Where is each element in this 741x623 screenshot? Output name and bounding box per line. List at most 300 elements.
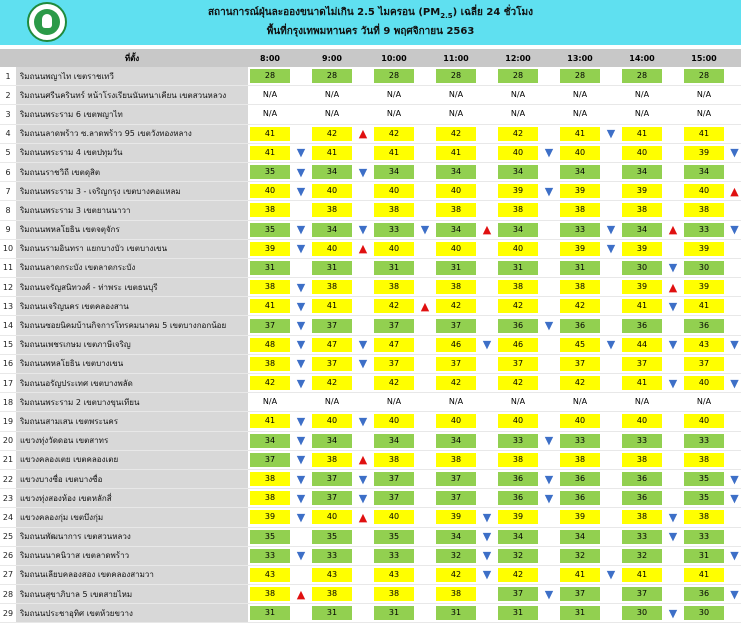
location-label: ริมถนนศรีนครินทร์ หน้าโรงเรียนนันทนาเคียน เขตสวนหลวง — [20, 90, 227, 100]
table-row — [0, 604, 741, 623]
trend-cell — [540, 335, 558, 354]
pm-value: 38 — [250, 203, 290, 217]
pm-value-cell — [372, 86, 416, 105]
pm-value: 37 — [312, 472, 352, 486]
pm-value: 34 — [498, 165, 538, 179]
pm-value-cell — [496, 258, 540, 277]
pm-value-cell — [310, 393, 354, 412]
pm-value-cell — [310, 585, 354, 604]
pm-value-cell — [496, 278, 540, 297]
table-row — [0, 450, 741, 469]
trend-cell — [602, 431, 620, 450]
pm-value-cell — [372, 220, 416, 239]
pm-value-cell — [620, 508, 664, 527]
trend-cell — [354, 182, 372, 201]
pm-value-cell — [310, 86, 354, 105]
trend-cell — [416, 162, 434, 181]
pm-value-cell — [310, 604, 354, 623]
trend-cell — [664, 546, 682, 565]
pm-value: 41 — [560, 568, 600, 582]
trend-cell — [416, 201, 434, 220]
pm-value-cell — [248, 546, 292, 565]
trend-cell — [602, 450, 620, 469]
pm-value-cell — [434, 86, 478, 105]
trend-cell — [664, 239, 682, 258]
pm-value-cell — [558, 412, 602, 431]
trend-cell — [726, 431, 741, 450]
location-label: ริมถนนพระราม 6 เขตพญาไท — [20, 109, 123, 119]
pm-value: 40 — [622, 146, 662, 160]
table-row — [0, 412, 741, 431]
pm-value-cell — [558, 585, 602, 604]
trend-cell — [478, 489, 496, 508]
pm-value-cell — [248, 239, 292, 258]
pm-value: 31 — [250, 261, 290, 275]
pm-value: 32 — [436, 549, 476, 563]
pm-value-cell — [310, 278, 354, 297]
trend-cell — [478, 258, 496, 277]
pm-value: 41 — [250, 414, 290, 428]
pm-value-cell — [372, 489, 416, 508]
trend-cell — [478, 86, 496, 105]
pm-value: 40 — [374, 414, 414, 428]
pm-value: 47 — [374, 338, 414, 352]
down-triangle-icon: ▼ — [292, 450, 310, 469]
down-triangle-icon: ▼ — [292, 508, 310, 527]
down-triangle-icon: ▼ — [540, 489, 558, 508]
pm-value: 39 — [498, 510, 538, 524]
trend-cell — [664, 316, 682, 335]
down-triangle-icon: ▼ — [540, 143, 558, 162]
row-number: 7 — [0, 182, 16, 201]
trend-cell — [354, 527, 372, 546]
location-label: ริมถนนลาดพร้าว ซ.ลาดพร้าว 95 เขตวังทองหลาง — [20, 129, 192, 139]
pm-value: 37 — [312, 357, 352, 371]
trend-cell — [602, 201, 620, 220]
location-label: ริมถนนเลียบคลองสอง เขตคลองสามวา — [20, 570, 154, 580]
header-blank — [0, 49, 16, 67]
location-label: ริมถนนซอยนิคมบ้านกิจการโทรคมนาคม 5 เขตบางกอกน้อย — [20, 321, 227, 331]
pm-value: N/A — [262, 397, 278, 407]
pm-value-cell — [372, 105, 416, 124]
trend-cell — [602, 143, 620, 162]
pm-value: 43 — [684, 338, 724, 352]
pm-value: 38 — [560, 280, 600, 294]
trend-cell — [416, 527, 434, 546]
pm-value-cell — [620, 162, 664, 181]
table-row — [0, 527, 741, 546]
trend-cell — [602, 258, 620, 277]
pm-value: 34 — [622, 165, 662, 179]
location-label: ริมถนนนาคนิวาส เขตลาดพร้าว — [20, 551, 130, 561]
pm-value-cell — [372, 354, 416, 373]
pm-value-cell — [310, 546, 354, 565]
pm-value: 36 — [560, 472, 600, 486]
pm-value-cell — [682, 143, 726, 162]
location-label: แขวงคลองกุ่ม เขตบึงกุ่ม — [20, 512, 104, 522]
pm-value: 33 — [374, 223, 414, 237]
table-row — [0, 67, 741, 86]
pm-value: 40 — [498, 414, 538, 428]
table-row — [0, 508, 741, 527]
trend-cell — [416, 374, 434, 393]
pm-value: 38 — [312, 203, 352, 217]
down-triangle-icon: ▼ — [478, 546, 496, 565]
pm-value: N/A — [386, 397, 402, 407]
pm-value: 40 — [250, 184, 290, 198]
pm-value: 31 — [498, 606, 538, 620]
trend-cell — [354, 201, 372, 220]
table-row — [0, 239, 741, 258]
row-number: 23 — [0, 489, 16, 508]
pm-value-cell — [682, 201, 726, 220]
page-header — [0, 0, 741, 45]
down-triangle-icon: ▼ — [726, 469, 741, 488]
pm-value-cell — [496, 374, 540, 393]
header-time-1: 8:00 — [248, 49, 292, 67]
pm-value-cell — [372, 278, 416, 297]
location-label: แขวงทุ่งสองห้อง เขตหลักสี่ — [20, 493, 112, 503]
pm-value: 33 — [622, 530, 662, 544]
pm-value: 38 — [622, 510, 662, 524]
pm-value-cell — [372, 182, 416, 201]
trend-cell — [416, 546, 434, 565]
trend-cell — [416, 431, 434, 450]
table-row — [0, 393, 741, 412]
pm-value: 40 — [312, 414, 352, 428]
pm-value: 33 — [622, 434, 662, 448]
table-row — [0, 86, 741, 105]
pm-value: 34 — [312, 223, 352, 237]
down-triangle-icon: ▼ — [292, 354, 310, 373]
pm-value: 28 — [622, 69, 662, 83]
row-number: 12 — [0, 278, 16, 297]
pm-value: 38 — [622, 203, 662, 217]
pm-value-cell — [682, 585, 726, 604]
header-time-7: 14:00 — [620, 49, 664, 67]
down-triangle-icon: ▼ — [478, 527, 496, 546]
pm-value: 36 — [684, 587, 724, 601]
trend-cell — [416, 316, 434, 335]
pm-value-cell — [310, 239, 354, 258]
pm-value-cell — [496, 393, 540, 412]
pm-value-cell — [434, 278, 478, 297]
pm-value-cell — [372, 124, 416, 143]
pm-value: 39 — [684, 242, 724, 256]
trend-cell — [664, 162, 682, 181]
pm-value: N/A — [324, 397, 340, 407]
pm-value-cell — [558, 604, 602, 623]
pm-value-cell — [620, 182, 664, 201]
pm-value-cell — [248, 527, 292, 546]
trend-cell — [540, 67, 558, 86]
pm-value-cell — [496, 162, 540, 181]
pm-value-cell — [558, 86, 602, 105]
pm-value: 38 — [374, 203, 414, 217]
pm-value: N/A — [262, 109, 278, 119]
pm-value: 33 — [684, 223, 724, 237]
pm-value-cell — [558, 124, 602, 143]
trend-cell — [354, 278, 372, 297]
pm-value-cell — [372, 297, 416, 316]
location-label: ริมถนนพระราม 3 เขตยานนาวา — [20, 205, 131, 215]
trend-cell — [540, 297, 558, 316]
trend-cell — [416, 143, 434, 162]
pm-value: 28 — [312, 69, 352, 83]
pm-value: 42 — [436, 376, 476, 390]
pm-value: 34 — [374, 165, 414, 179]
pm-value: N/A — [696, 397, 712, 407]
trend-cell — [416, 105, 434, 124]
header-trend-4 — [478, 49, 496, 67]
row-number: 16 — [0, 354, 16, 373]
pm-value: 30 — [684, 606, 724, 620]
trend-cell — [354, 374, 372, 393]
down-triangle-icon: ▼ — [602, 565, 620, 584]
down-triangle-icon: ▼ — [292, 489, 310, 508]
trend-cell — [540, 412, 558, 431]
down-triangle-icon: ▼ — [478, 565, 496, 584]
trend-cell — [726, 278, 741, 297]
trend-cell — [354, 316, 372, 335]
location-name — [16, 469, 248, 488]
pm-value: N/A — [448, 109, 464, 119]
pm-value-cell — [620, 450, 664, 469]
pm-value: 38 — [622, 453, 662, 467]
pm-value-cell — [248, 105, 292, 124]
trend-cell — [292, 393, 310, 412]
pm-value: 34 — [312, 434, 352, 448]
pm-value: 31 — [436, 606, 476, 620]
pm-value-cell — [558, 374, 602, 393]
pm-value: 36 — [498, 319, 538, 333]
table-row — [0, 316, 741, 335]
row-number: 24 — [0, 508, 16, 527]
pm-value: 35 — [684, 491, 724, 505]
location-name — [16, 604, 248, 623]
trend-cell — [354, 297, 372, 316]
pm-value-cell — [682, 335, 726, 354]
pm-value-cell — [310, 316, 354, 335]
pm-value-cell — [372, 67, 416, 86]
table-row — [0, 374, 741, 393]
down-triangle-icon: ▼ — [602, 239, 620, 258]
trend-cell — [726, 297, 741, 316]
pm-value-cell — [434, 469, 478, 488]
pm-value-cell — [496, 182, 540, 201]
pm-value-cell — [558, 67, 602, 86]
trend-cell — [540, 527, 558, 546]
down-triangle-icon: ▼ — [726, 335, 741, 354]
pm-value: 37 — [312, 319, 352, 333]
trend-cell — [602, 105, 620, 124]
pm-value-cell — [310, 220, 354, 239]
pm-value: 37 — [560, 357, 600, 371]
pm-value: 39 — [684, 280, 724, 294]
pm-value: 41 — [622, 299, 662, 313]
table-row — [0, 278, 741, 297]
pm-value: 38 — [250, 357, 290, 371]
trend-cell — [416, 489, 434, 508]
pm-value-cell — [310, 162, 354, 181]
pm-value-cell — [558, 201, 602, 220]
pm-value: 38 — [436, 453, 476, 467]
trend-cell — [416, 565, 434, 584]
trend-cell — [292, 565, 310, 584]
pm-value: N/A — [324, 90, 340, 100]
location-label: ริมถนนลาดกระบัง เขตลาดกระบัง — [20, 263, 136, 273]
pm-value: 38 — [684, 453, 724, 467]
table-row — [0, 354, 741, 373]
trend-cell — [540, 604, 558, 623]
trend-cell — [664, 201, 682, 220]
trend-cell — [416, 469, 434, 488]
pm-value: 39 — [622, 184, 662, 198]
pm-value: 31 — [374, 606, 414, 620]
down-triangle-icon: ▼ — [540, 182, 558, 201]
pm-value: 41 — [560, 127, 600, 141]
pm-value-cell — [682, 546, 726, 565]
location-label: แขวงบางซื่อ เขตบางซื่อ — [20, 474, 103, 484]
row-number: 11 — [0, 258, 16, 277]
pm-value-cell — [620, 469, 664, 488]
pm25-table — [0, 49, 741, 623]
pm-value: 42 — [498, 127, 538, 141]
pm-value: 33 — [560, 223, 600, 237]
pm-value-cell — [434, 297, 478, 316]
pm-value-cell — [682, 239, 726, 258]
down-triangle-icon: ▼ — [664, 258, 682, 277]
pm-value: 39 — [250, 242, 290, 256]
pm-value-cell — [434, 393, 478, 412]
up-triangle-icon: ▲ — [416, 297, 434, 316]
pm-value: 31 — [436, 261, 476, 275]
trend-cell — [664, 105, 682, 124]
pm-value-cell — [682, 469, 726, 488]
pm-value: 40 — [436, 414, 476, 428]
pm-value: 38 — [312, 587, 352, 601]
trend-cell — [540, 124, 558, 143]
trend-cell — [664, 182, 682, 201]
trend-cell — [664, 489, 682, 508]
pm-value: 41 — [374, 146, 414, 160]
pm-value: 37 — [374, 357, 414, 371]
pm-value: N/A — [386, 90, 402, 100]
location-name — [16, 585, 248, 604]
trend-cell — [354, 86, 372, 105]
pm-value-cell — [496, 316, 540, 335]
pm-value: N/A — [510, 109, 526, 119]
pm-value: 37 — [498, 357, 538, 371]
pm-value: 34 — [498, 223, 538, 237]
down-triangle-icon: ▼ — [292, 335, 310, 354]
pm-value: 42 — [436, 568, 476, 582]
pm-value-cell — [372, 374, 416, 393]
trend-cell — [664, 431, 682, 450]
location-label: ริมถนนประชาอุทิศ เขตห้วยขวาง — [20, 608, 133, 618]
pm-value: 41 — [622, 568, 662, 582]
pm-value-cell — [558, 431, 602, 450]
pm-value: 35 — [684, 472, 724, 486]
down-triangle-icon: ▼ — [540, 316, 558, 335]
header-trend-8 — [726, 49, 741, 67]
pm-value: N/A — [510, 397, 526, 407]
pm-value: 36 — [498, 472, 538, 486]
pm-value-cell — [248, 278, 292, 297]
trend-cell — [416, 239, 434, 258]
trend-cell — [292, 604, 310, 623]
trend-cell — [478, 278, 496, 297]
pm-value-cell — [434, 604, 478, 623]
pm-value: 40 — [498, 146, 538, 160]
pm-value-cell — [558, 354, 602, 373]
pm-value: N/A — [572, 397, 588, 407]
pm-value-cell — [310, 469, 354, 488]
pm-value-cell — [558, 508, 602, 527]
trend-cell — [540, 86, 558, 105]
trend-cell — [540, 258, 558, 277]
location-label: ริมถนนพหลโยธิน เขตบางเขน — [20, 359, 124, 369]
pm-value: 38 — [374, 453, 414, 467]
pm-value-cell — [496, 86, 540, 105]
row-number: 4 — [0, 124, 16, 143]
down-triangle-icon: ▼ — [292, 278, 310, 297]
pm-value: 44 — [622, 338, 662, 352]
row-number: 6 — [0, 162, 16, 181]
trend-cell — [726, 124, 741, 143]
pm-value-cell — [496, 297, 540, 316]
row-number: 29 — [0, 604, 16, 623]
location-name — [16, 335, 248, 354]
pm-value-cell — [248, 469, 292, 488]
location-name — [16, 258, 248, 277]
pm-value: 39 — [684, 146, 724, 160]
down-triangle-icon: ▼ — [354, 489, 372, 508]
pm-value-cell — [682, 105, 726, 124]
pm-value-cell — [310, 431, 354, 450]
pm-value: N/A — [262, 90, 278, 100]
table-row — [0, 201, 741, 220]
pm-value-cell — [496, 565, 540, 584]
trend-cell — [292, 527, 310, 546]
pm-value-cell — [620, 585, 664, 604]
pm-value-cell — [434, 431, 478, 450]
trend-cell — [292, 124, 310, 143]
trend-cell — [416, 182, 434, 201]
trend-cell — [602, 162, 620, 181]
down-triangle-icon: ▼ — [664, 374, 682, 393]
pm-value-cell — [620, 546, 664, 565]
pm-value-cell — [372, 604, 416, 623]
pm-value-cell — [682, 86, 726, 105]
pm-value-cell — [620, 67, 664, 86]
pm-value: 37 — [684, 357, 724, 371]
pm-value-cell — [372, 258, 416, 277]
pm-value-cell — [434, 162, 478, 181]
location-name — [16, 182, 248, 201]
pm-value-cell — [372, 143, 416, 162]
pm-value: 33 — [250, 549, 290, 563]
pm-value-cell — [620, 527, 664, 546]
pm-value-cell — [620, 412, 664, 431]
pm-value-cell — [372, 565, 416, 584]
location-name — [16, 278, 248, 297]
down-triangle-icon: ▼ — [292, 297, 310, 316]
trend-cell — [478, 431, 496, 450]
pm-value: 38 — [684, 203, 724, 217]
pm-value-cell — [558, 162, 602, 181]
trend-cell — [664, 469, 682, 488]
